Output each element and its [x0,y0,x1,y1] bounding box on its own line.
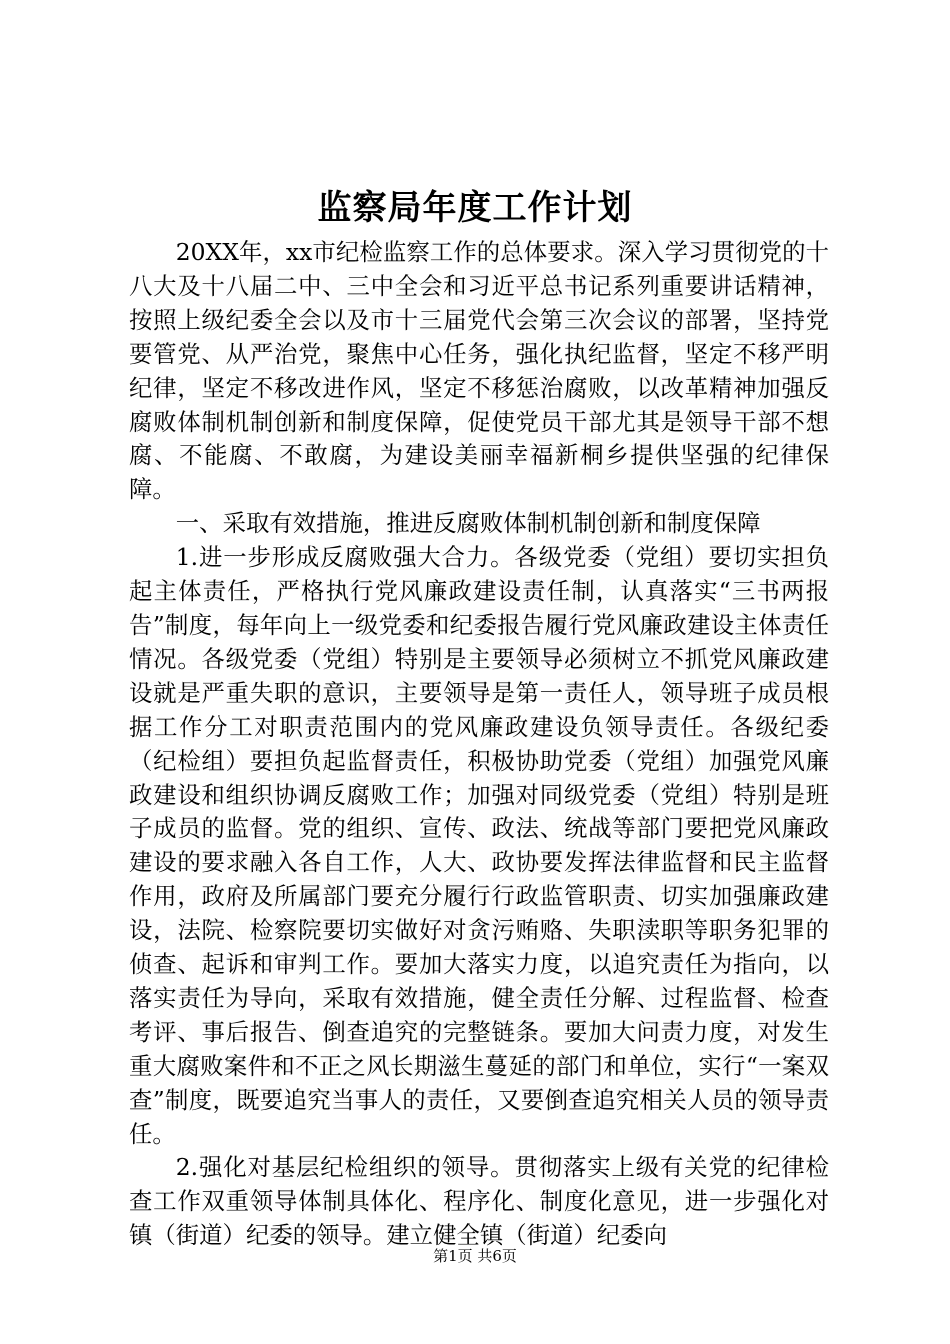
paragraph-item-1: 1.进一步形成反腐败强大合力。各级党委（党组）要切实担负起主体责任，严格执行党风廉政建设责任制，认真落实“三书两报告”制度，每年向上一级党委和纪委报告履行党风廉政建设主体责任情况。各级党委（党组）特别是主要领导必须树立不抓党风廉政建设就是严重失职的意识，主要领导是第一责任人，领导班子成员根据工作分工对职责范围内的党风廉政建设负领导责任。各级纪委（纪检组）要担负起监督责任，积极协助党委（党组）加强党风廉政建设和组织协调反腐败工作；加强对同级党委（党组）特别是班子成员的监督。党的组织、宣传、政法、统战等部门要把党风廉政建设的要求融入各自工作，人大、政协要发挥法律监督和民主监督作用，政府及所属部门要充分履行行政监管职责、切实加强廉政建设，法院、检察院要切实做好对贪污贿赂、失职渎职等职务犯罪的侦查、起诉和审判工作。要加大落实力度，以追究责任为指向，以落实责任为导向，采取有效措施，健全责任分解、过程监督、检查考评、事后报告、倒查追究的完整链条。要加大问责力度，对发生重大腐败案件和不正之风长期滋生蔓延的部门和单位，实行“一案双查”制度，既要追究当事人的责任，又要倒查追究相关人员的领导责任。 [129,543,829,1148]
document-body [129,236,829,1253]
document-title: 监察局年度工作计划 [317,188,633,228]
section-heading-1: 一、采取有效措施，推进反腐败体制机制创新和制度保障 [175,509,761,538]
paragraph-intro: 20XX年，xx市纪检监察工作的总体要求。深入学习贯彻党的十八大及十八届二中、三中全会和习近平总书记系列重要讲话精神，按照上级纪委全会以及市十三届党代会第三次会议的部署，坚持党要管党、从严治党，聚焦中心任务，强化执纪监督，坚定不移严明纪律，坚定不移改进作风，坚定不移惩治腐败，以改革精神加强反腐败体制机制创新和制度保障，促使党员干部尤其是领导干部不想腐、不能腐、不敢腐，为建设美丽幸福新桐乡提供坚强的纪律保障。 [129,238,829,504]
page-number-footer: 第1页 共6页 [433,1247,517,1265]
paragraph-item-2: 2.强化对基层纪检组织的领导。贯彻落实上级有关党的纪律检查工作双重领导体制具体化、程序化、制度化意见，进一步强化对镇（街道）纪委的领导。建立健全镇（街道）纪委向 [129,1153,829,1250]
